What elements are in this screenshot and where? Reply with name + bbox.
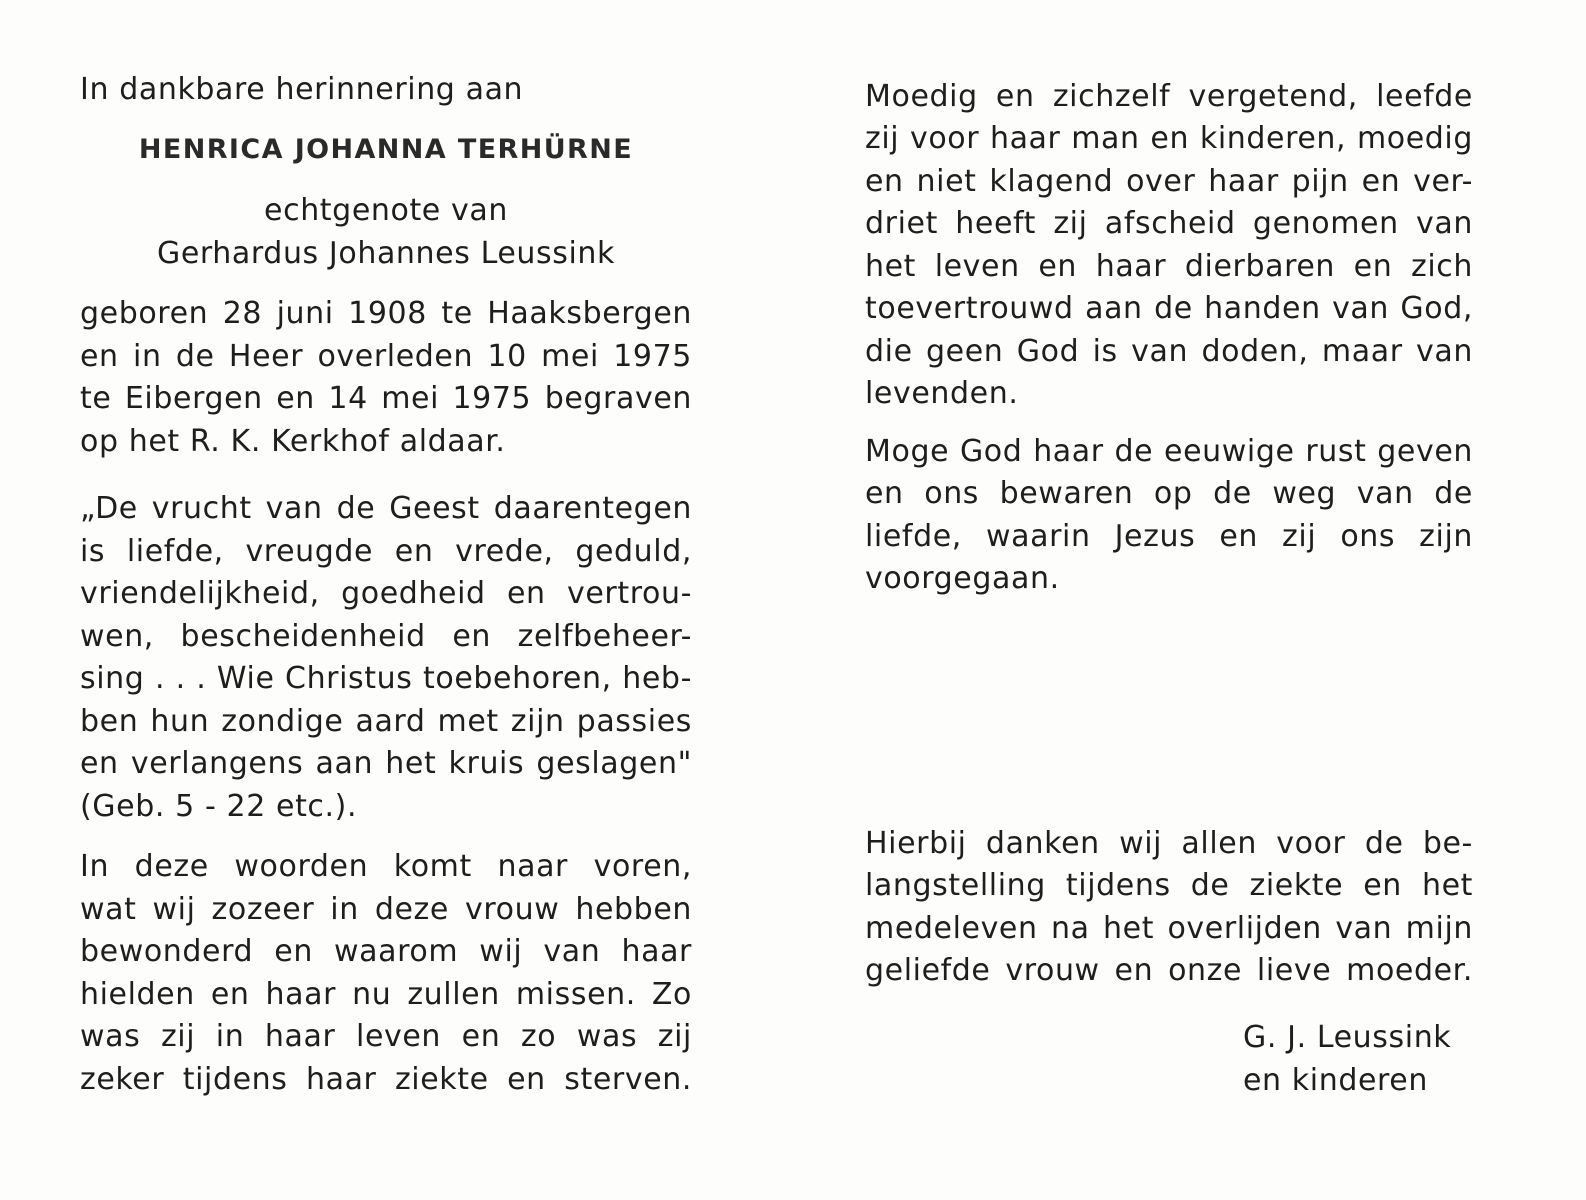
spouse-name: Gerhardus Johannes Leussink (156, 236, 616, 271)
reflection-line: zeker tijdens haar ziekte en sterven. (80, 1062, 692, 1097)
intro-line: In dankbare herinnering aan (80, 72, 524, 107)
deceased-name: HENRICA JOHANNA TERHÜRNE (138, 134, 634, 165)
quote-line: vriendelijkheid, goedheid en vertrou- (80, 576, 692, 611)
quote-line: is liefde, vreugde en vrede, geduld, (80, 534, 692, 569)
bio-line: geboren 28 juni 1908 te Haaksbergen (80, 296, 692, 331)
thanks-line: langstelling tijdens de ziekte en het (865, 868, 1473, 903)
prayer-line: voorgegaan. (865, 561, 1060, 596)
reflection-line: hielden en haar nu zullen missen. Zo (80, 977, 692, 1012)
thanks-line: geliefde vrouw en onze lieve moeder. (865, 953, 1473, 988)
quote-line: sing . . . Wie Christus toebehoren, heb- (80, 661, 692, 696)
reflection-line: In deze woorden komt naar voren, (80, 849, 692, 884)
tribute-line: die geen God is van doden, maar van (865, 334, 1473, 369)
prayer-line: Moge God haar de eeuwige rust geven (865, 434, 1473, 469)
prayer-line: en ons bewaren op de weg van de (865, 476, 1473, 511)
quote-line: en verlangens aan het kruis geslagen" (80, 746, 692, 781)
tribute-line: levenden. (865, 376, 1019, 411)
reflection-line: wat wij zozeer in deze vrouw hebben (80, 892, 692, 927)
reflection-line: bewonderd en waarom wij van haar (80, 934, 692, 969)
tribute-line: en niet klagend over haar pijn en ver- (865, 164, 1473, 199)
tribute-line: driet heeft zij afscheid genomen van (865, 206, 1473, 241)
bio-line: en in de Heer overleden 10 mei 1975 (80, 339, 692, 374)
bio-line: te Eibergen en 14 mei 1975 begraven (80, 381, 692, 416)
signature-family: en kinderen (1243, 1063, 1428, 1098)
bio-line: op het R. K. Kerkhof aldaar. (80, 424, 506, 459)
quote-line: wen, bescheidenheid en zelfbeheer- (80, 619, 692, 654)
quote-line: „De vrucht van de Geest daarentegen (80, 491, 692, 526)
spouse-label: echtgenote van (264, 193, 508, 228)
quote-line: ben hun zondige aard met zijn passies (80, 704, 692, 739)
tribute-line: toevertrouwd aan de handen van God, (865, 291, 1473, 326)
thanks-line: medeleven na het overlijden van mijn (865, 911, 1473, 946)
tribute-line: het leven en haar dierbaren en zich (865, 249, 1473, 284)
tribute-line: zij voor haar man en kinderen, moedig (865, 121, 1473, 156)
thanks-line: Hierbij danken wij allen voor de be- (865, 826, 1473, 861)
quote-line: (Geb. 5 - 22 etc.). (80, 789, 358, 824)
signature-name: G. J. Leussink (1243, 1020, 1452, 1055)
reflection-line: was zij in haar leven en zo was zij (80, 1019, 692, 1054)
tribute-line: Moedig en zichzelf vergetend, leefde (865, 79, 1473, 114)
prayer-line: liefde, waarin Jezus en zij ons zijn (865, 519, 1473, 554)
